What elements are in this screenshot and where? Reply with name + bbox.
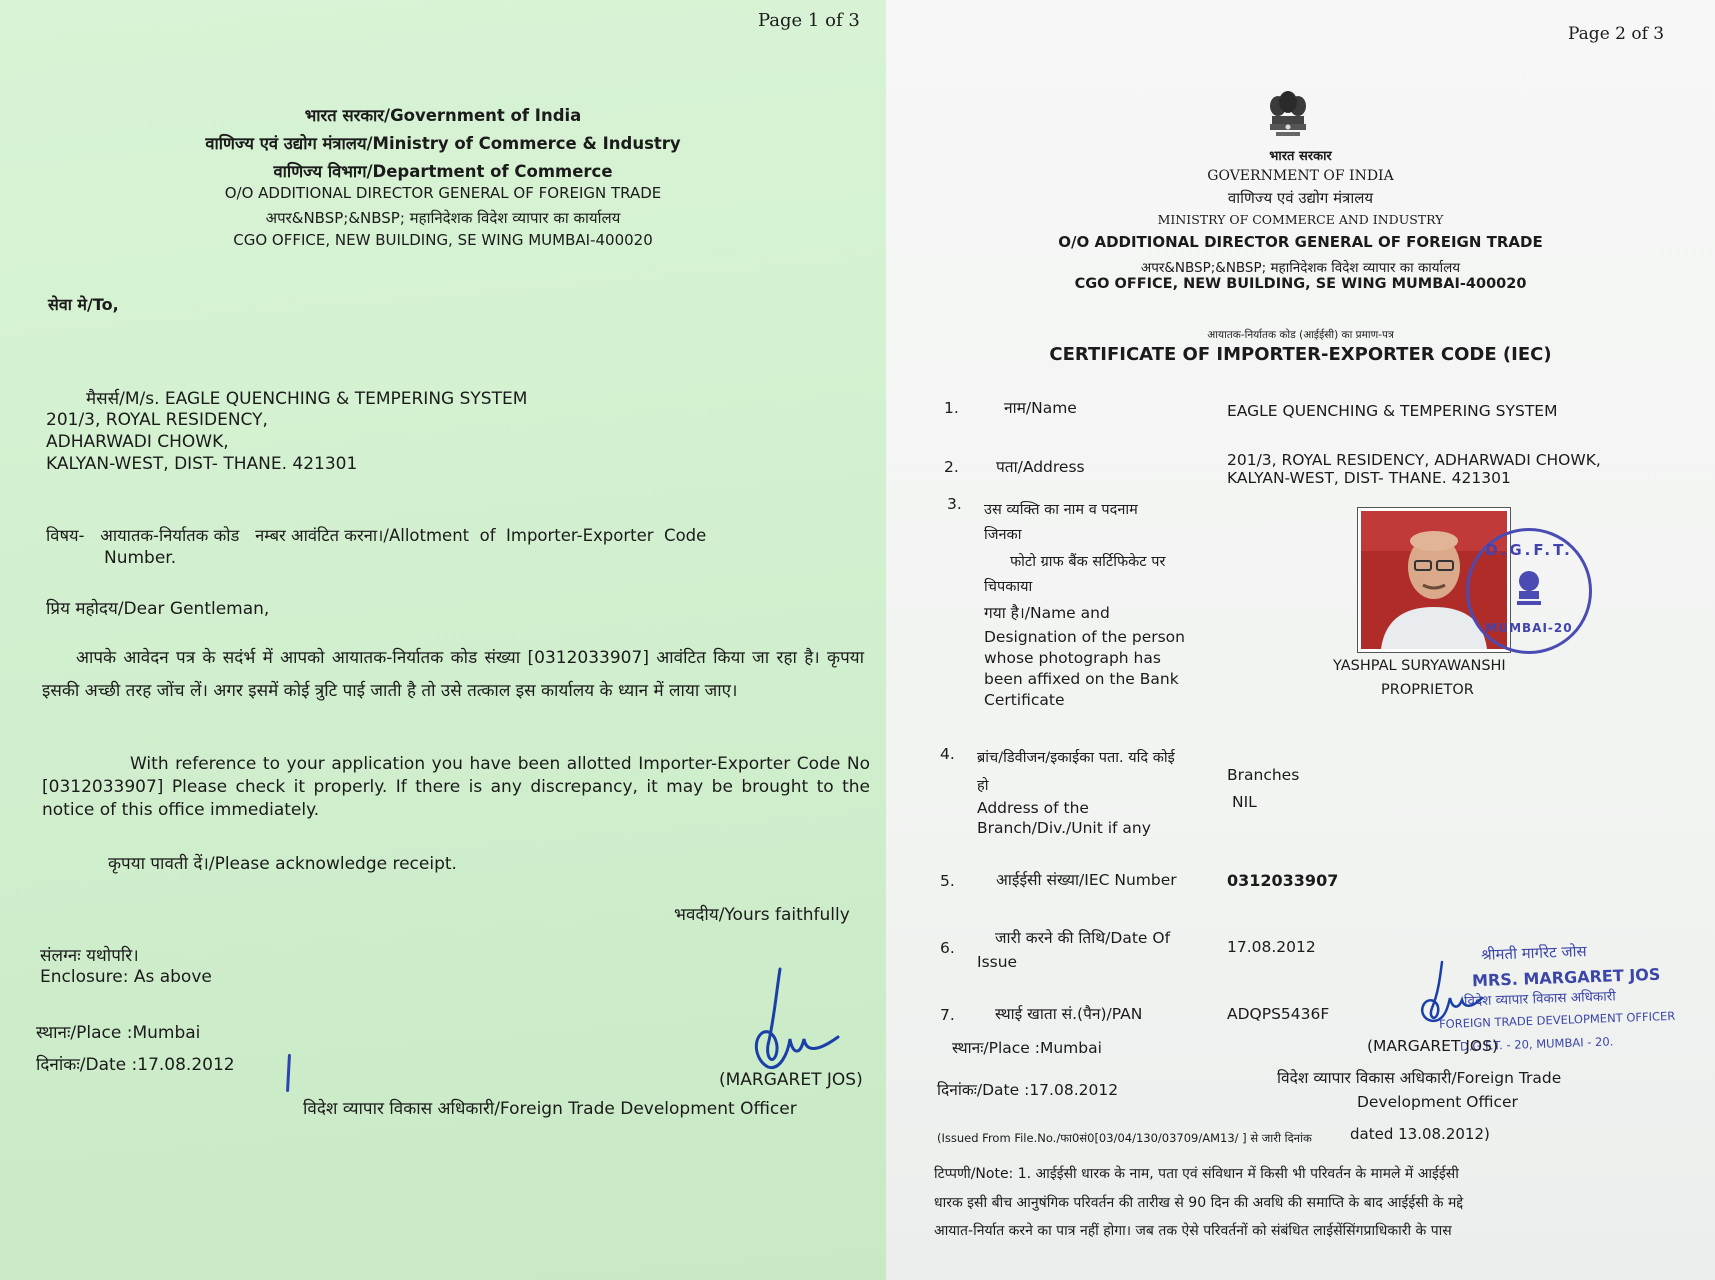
issued-date: dated 13.08.2012) [1350,1125,1490,1143]
place-line: स्थानः/Place :Mumbai [952,1039,1102,1057]
label-line: ब्रांच/डिवीजन/इकाईका पता. यदि कोई [977,750,1175,766]
item-value-iec: 0312033907 [1227,871,1339,890]
hindi-paragraph: आपके आवेदन पत्र के सदंर्भ में आपको आयातक-निर्यातक कोड संख्या [0312033907] आवंटित किया जा रहा है। कृपया इसकी अच्छी तरह जोंच लें। अगर इसमें कोई त्रुटि पाई जाती है तो उसे तत्काल इस कार्यालय के ध्यान में लाया जाए। [42,648,864,701]
signature-icon [1416,958,1486,1028]
item-label-pan: स्थाई खाता सं.(पैन)/PAN [995,1005,1143,1023]
label-line: Certificate [984,691,1065,709]
label-line: फोटो ग्राफ बैंक सर्टिफिकेट पर [1010,554,1166,570]
stamp-text: D.G.F.T. - 20, MUMBAI - 20. [1459,1034,1614,1054]
item-number: 7. [940,1006,955,1024]
label-line: been affixed on the Bank [984,670,1179,688]
enclosure-line: Enclosure: As above [40,967,212,987]
issued-from-line: (Issued From File.No./फा0सं0[03/04/130/03709/AM13/ ] से जारी दिनांक [937,1131,1312,1145]
date-line: दिनांकः/Date :17.08.2012 [937,1081,1119,1099]
stamp-text: विदेश व्यापार विकास अधिकारी [1463,988,1617,1010]
label-line: जारी करने की तिथि/Date Of [995,929,1171,947]
item-value-address-line: 201/3, ROYAL RESIDENCY, ADHARWADI CHOWK, [1227,451,1601,469]
item-number: 1. [944,399,959,417]
item-value-issue-date: 17.08.2012 [1227,938,1316,956]
header-line: GOVERNMENT OF INDIA [1207,168,1394,184]
address-line: KALYAN-WEST, DIST- THANE. 421301 [46,454,358,474]
header-line: MINISTRY OF COMMERCE AND INDUSTRY [1157,212,1444,227]
item-number: 6. [940,939,955,957]
to-line: सेवा मे/To, [48,295,119,314]
header-line: भारत सरकार/Government of India [304,106,582,125]
header-line: CGO OFFICE, NEW BUILDING, SE WING MUMBAI-400020 [233,231,653,249]
label-line: जिनका [984,527,1022,543]
label-line: गया है।/Name and [984,604,1110,622]
stamp-text: FOREIGN TRADE DEVELOPMENT OFFICER [1438,1008,1676,1032]
label-line: whose photograph has [984,649,1161,667]
english-paragraph: With reference to your application you have been allotted Importer-Exporter Code No [0312033907] Please check it properly. If there is any discrepancy, it may be brought to the notice of this office immediately. [42,754,870,820]
stamp-text: श्रीमती मार्गरेट जोस [1480,942,1587,964]
note-line: आयात-निर्यात करने का पात्र नहीं होगा। जब तक ऐसे परिवर्तनों को संबंधित लाईसेंसिंगप्राधिकारी के पास [934,1223,1452,1239]
stamp-text: MRS. MARGARET JOS [1471,964,1661,991]
item-number: 3. [947,495,962,513]
photo-person-designation: PROPRIETOR [1381,682,1474,698]
item-value-name: EAGLE QUENCHING & TEMPERING SYSTEM [1227,402,1558,420]
signatory-name: (MARGARET JOS) [1367,1037,1499,1055]
certificate-title: CERTIFICATE OF IMPORTER-EXPORTER CODE (IEC) [1049,344,1552,365]
header-line: O/O ADDITIONAL DIRECTOR GENERAL OF FOREIGN TRADE [1058,233,1543,251]
item-value-pan: ADQPS5436F [1227,1005,1330,1023]
dgft-stamp-icon [1466,528,1592,654]
item-label-name: नाम/Name [1004,399,1077,417]
date-line: दिनांकः/Date :17.08.2012 [36,1055,235,1075]
header-line: वाणिज्य एवं उद्योग मंत्रालय [1227,189,1374,207]
label-line: Designation of the person [984,628,1185,646]
item-value-address-line: KALYAN-WEST, DIST- THANE. 421301 [1227,469,1511,487]
salutation: प्रिय महोदय/Dear Gentleman, [46,599,270,619]
header-line: अपर&NBSP;&NBSP; महानिदेशक विदेश व्यापार का कार्यालय [265,209,621,227]
signatory-designation: Development Officer [1357,1093,1518,1111]
item-value-branches: Branches [1227,766,1300,784]
label-line: Address of the [977,799,1089,817]
item-number: 4. [940,745,955,763]
header-line: भारत सरकार [1269,149,1332,164]
acknowledge-line: कृपया पावती दें।/Please acknowledge receipt. [108,854,457,874]
label-line: उस व्यक्ति का नाम व पदनाम [984,502,1138,518]
header-line: CGO OFFICE, NEW BUILDING, SE WING MUMBAI-400020 [1074,276,1527,292]
photo-person-name: YASHPAL SURYAWANSHI [1333,658,1506,674]
emblem-icon [1513,569,1545,609]
item-label-address: पता/Address [996,458,1085,476]
subject-line: विषय- आयातक-निर्यातक कोड नम्बर आवंटित करना।/Allotment of Importer-Exporter Code [46,526,707,545]
certificate-title-hindi: आयातक-निर्यातक कोड (आईईसी) का प्रमाण-पत्र [1207,329,1394,341]
note-line: धारक इसी बीच आनुषंगिक परिवर्तन की तारीख से 90 दिन की अवधि की समाप्ति के बाद आईईसी के मद्दे [934,1195,1464,1211]
item-label-iec: आईईसी संख्या/IEC Number [996,871,1177,889]
signatory-designation: विदेश व्यापार विकास अधिकारी/Foreign Trade Development Officer [303,1099,797,1119]
national-emblem-icon [1266,90,1310,142]
pen-mark [286,1054,291,1092]
signatory-designation: विदेश व्यापार विकास अधिकारी/Foreign Trade [1277,1069,1562,1087]
signature-icon [746,965,846,1085]
label-line: चिपकाया [984,579,1033,595]
address-line: 201/3, ROYAL RESIDENCY, [46,410,268,430]
label-line: हो [977,778,989,794]
item-value-branches-nil: NIL [1232,793,1257,811]
label-line: Branch/Div./Unit if any [977,819,1151,837]
header-line: वाणिज्य एवं उद्योग मंत्रालय/Ministry of Commerce & Industry [205,134,681,153]
page-number: Page 2 of 3 [1568,24,1665,44]
item-number: 5. [940,872,955,890]
place-line: स्थानः/Place :Mumbai [36,1023,201,1043]
certificate-page-2 [886,0,1715,1280]
page-number: Page 1 of 3 [758,10,860,31]
stamp-text: MUMBAI-20 [1485,621,1573,635]
header-line: अपर&NBSP;&NBSP; महानिदेशक विदेश व्यापार का कार्यालय [1140,260,1461,276]
yours-faithfully: भवदीय/Yours faithfully [674,905,850,925]
label-line: Issue [977,953,1018,971]
note-line: टिप्पणी/Note: 1. आईईसी धारक के नाम, पता एवं संविधान में किसी भी परिवर्तन के मामले में आईईसी [934,1166,1459,1182]
header-line: O/O ADDITIONAL DIRECTOR GENERAL OF FOREIGN TRADE [224,184,662,202]
address-line: मैसर्स/M/s. EAGLE QUENCHING & TEMPERING SYSTEM [86,389,528,409]
header-line: वाणिज्य विभाग/Department of Commerce [273,162,613,181]
address-line: ADHARWADI CHOWK, [46,432,229,452]
signatory-name: (MARGARET JOS) [719,1070,863,1090]
subject-line: Number. [104,548,177,568]
item-number: 2. [944,458,959,476]
stamp-text: D.G.F.T. [1485,541,1573,559]
enclosure-hindi: संलग्नः यथोपरि। [40,946,139,966]
